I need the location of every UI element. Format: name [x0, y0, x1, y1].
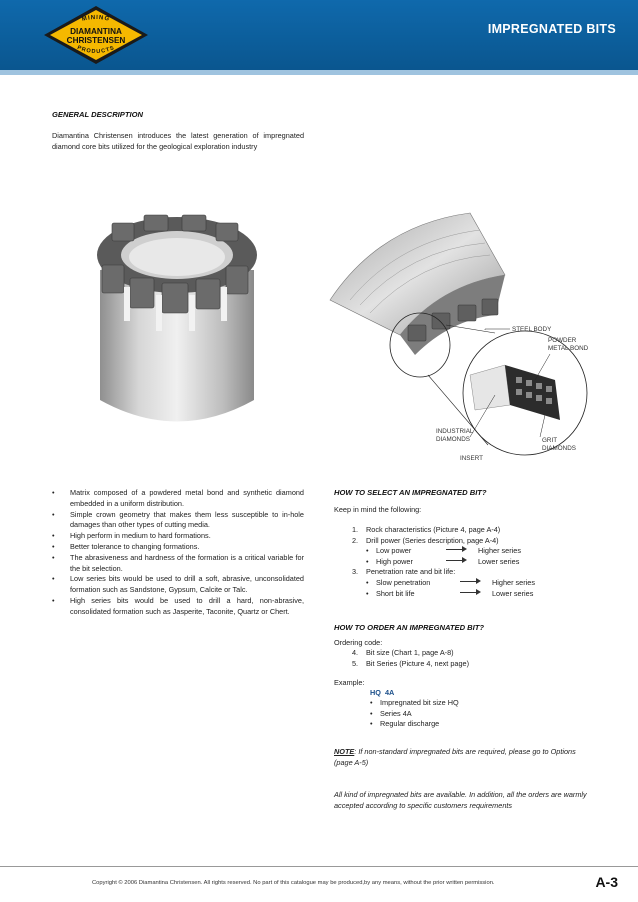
list-item: • Low series bits would be used to drill a soft, abrasive, unconsolidated formation such as Sandstone, Gypsum, Calcite or Talc. [52, 574, 304, 596]
select-steps: 1. Rock characteristics (Picture 4, page A-4) 2. Drill power (Series description, page A-4) • Low power Higher series • High power Lower series 3. Penetration rate and bit life: • Slow penetration Higher series • Short bit life Lower series [352, 525, 535, 598]
header-band [0, 70, 638, 75]
step-text: Rock characteristics (Picture 4, page A-4) [366, 525, 501, 534]
closing-paragraph: All kind of impregnated bits are available. In addition, all the orders are warmly accepted according to specific customers requirements [334, 790, 587, 810]
select-intro: Keep in mind the following: [334, 505, 422, 514]
step-number: 5. [352, 658, 359, 668]
step-number: 2. [352, 535, 359, 545]
label-grit: GRIT [542, 437, 558, 444]
example-code: HQ 4A [370, 688, 395, 697]
step-number: 1. [352, 525, 359, 534]
note-paragraph [334, 747, 596, 768]
list-item: • Simple crown geometry that makes them less susceptible to in-hole damages than other types of cutting media. [52, 510, 304, 532]
example-item: Series 4A [380, 708, 412, 718]
logo-text-mining: MINING [81, 14, 111, 23]
arrow-icon [446, 546, 468, 553]
rate-right: Lower series [492, 588, 534, 598]
list-item: • The abrasiveness and hardness of the formation is a critical variable for the bit selection. [52, 553, 304, 575]
logo-text-christensen: CHRISTENSEN [66, 36, 126, 45]
list-item: • High perform in medium to hard formations. [52, 531, 304, 542]
arrow-icon [460, 589, 482, 596]
label-industrial: INDUSTRIAL [436, 428, 474, 435]
label-steel-body: STEEL BODY [512, 326, 552, 333]
example-details: • Impregnated bit size HQ • Series 4A • Regular discharge [370, 698, 459, 729]
rate-right: Higher series [492, 577, 535, 587]
step-text: Penetration rate and bit life: [366, 567, 456, 577]
step-text: Bit Series (Picture 4, next page) [366, 658, 470, 668]
core-bit-image [82, 195, 272, 440]
feature-list [52, 488, 304, 618]
ordering-code-label: Ordering code: [334, 638, 383, 647]
select-heading: HOW TO SELECT AN IMPREGNATED BIT? [334, 488, 487, 497]
rate-left: Slow penetration [376, 577, 431, 587]
label-diamonds-grit: DIAMONDS [542, 445, 576, 452]
order-steps [352, 648, 469, 669]
power-right: Higher series [478, 546, 521, 556]
company-logo [40, 4, 152, 66]
list-item: • Better tolerance to changing formations. [52, 542, 304, 553]
order-heading: HOW TO ORDER AN IMPREGNATED BIT? [334, 623, 485, 632]
list-item: • Matrix composed of a powdered metal bond and synthetic diamond embedded in a uniform distribution. [52, 488, 304, 510]
list-item: • High series bits would be used to drill a hard, non-abrasive, consolidated formation such as Jasperite, Taconite, Quartz or Chert. [52, 596, 304, 618]
arrow-icon [446, 557, 468, 564]
power-left: High power [376, 556, 413, 566]
power-left: Low power [376, 546, 412, 556]
example-label: Example: [334, 678, 365, 687]
page-number: A-3 [595, 874, 618, 890]
label-insert: INSERT [460, 455, 483, 462]
example-item: Regular discharge [380, 719, 440, 729]
step-number: 4. [352, 648, 359, 657]
step-text: Bit size (Chart 1, page A-8) [366, 648, 454, 657]
arrow-icon [460, 578, 482, 585]
general-description-text: Diamantina Christensen introduces the latest generation of impregnated diamond core bits utilized for the geological exploration industry [52, 131, 304, 151]
note-text: : If non-standard impregnated bits are required, please go to Options (page A-5) [334, 747, 576, 767]
step-number: 3. [352, 567, 359, 577]
label-powder: POWDER [548, 337, 577, 344]
label-metal-bond: METAL BOND [548, 345, 589, 352]
step-text: Drill power (Series description, page A-4) [366, 535, 499, 545]
general-description-heading: GENERAL DESCRIPTION [52, 110, 143, 119]
power-right: Lower series [478, 556, 520, 566]
logo-text-products: PRODUCTS [76, 44, 116, 56]
logo-text-diamantina: DIAMANTINA [70, 27, 122, 36]
page-title: IMPREGNATED BITS [487, 22, 616, 36]
label-diamonds-industrial: DIAMONDS [436, 436, 470, 443]
footer-divider [0, 866, 638, 867]
example-item: Impregnated bit size HQ [380, 698, 459, 707]
copyright-text: Copyright © 2006 Diamantina Christensen. All rights reserved. No part of this catalogue may be produced,by any means, without the prior written permission. [92, 880, 495, 886]
rate-left: Short bit life [376, 588, 415, 598]
cutaway-diagram [320, 205, 620, 465]
note-label: NOTE [334, 747, 355, 756]
